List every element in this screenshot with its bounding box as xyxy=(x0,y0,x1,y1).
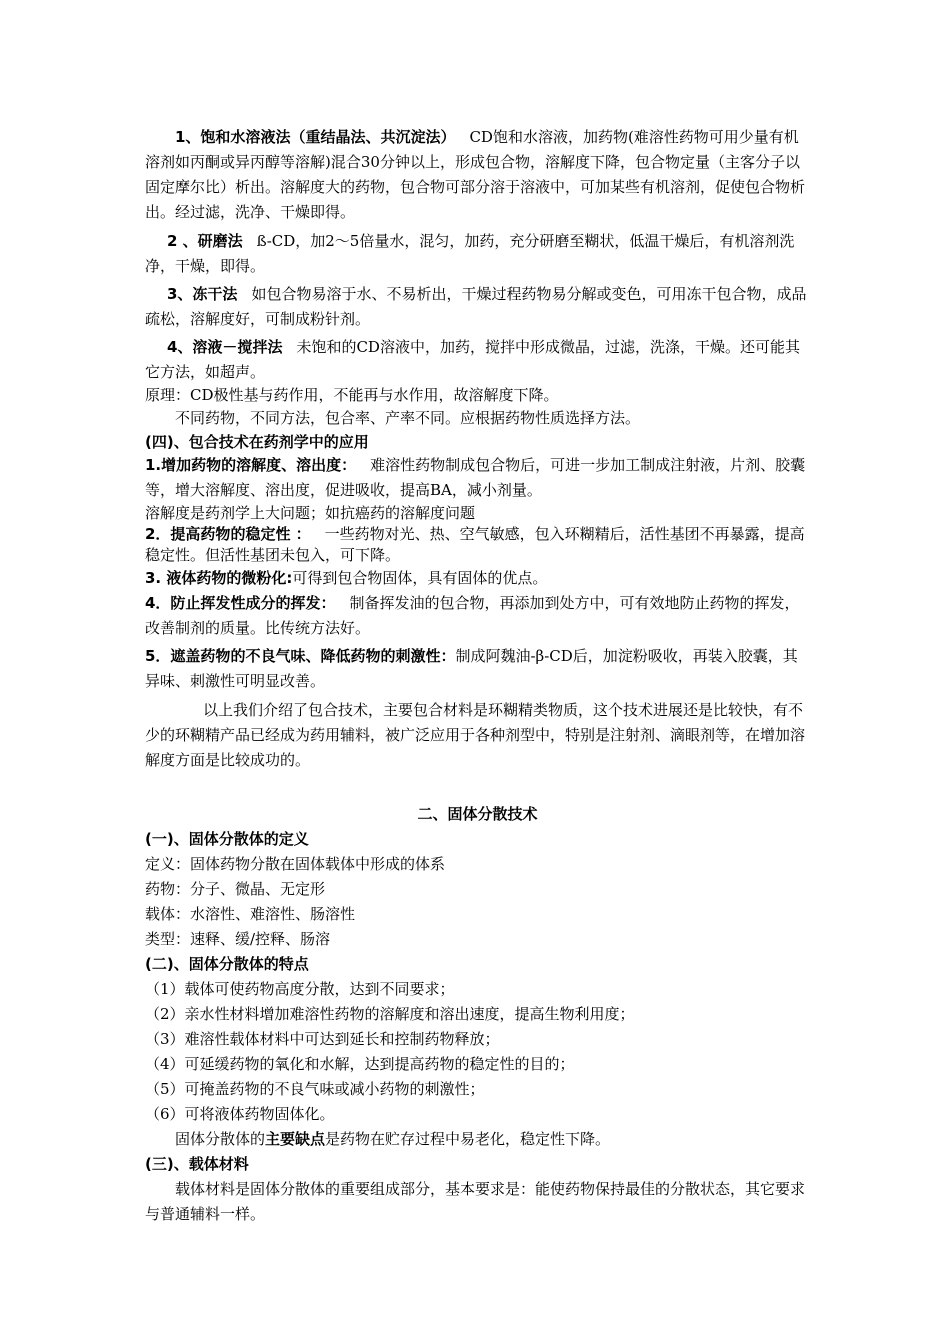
app-5-title: 5．遮盖药物的不良气味、降低药物的刺激性： xyxy=(145,647,456,665)
app-4-text: 制备挥发油的包合物，再添加到处方中，可有效地防止药物的挥发，改善制剂的质量。比传统方法好。 xyxy=(145,594,800,637)
definition-line: 定义：固体药物分散在固体载体中形成的体系 xyxy=(145,855,446,873)
method-4-title: 4、溶液－搅拌法 xyxy=(167,338,283,356)
features-heading: (二)、固体分散体的特点 xyxy=(145,955,309,973)
main-drawback-line xyxy=(145,1127,810,1152)
method-note: 不同药物，不同方法，包合率、产率不同。应根据药物性质选择方法。 xyxy=(175,409,641,427)
method-2-paragraph xyxy=(145,229,810,279)
drawback-keyword: 主要缺点 xyxy=(265,1130,326,1148)
app-3-title: 3. 液体药物的微粉化: xyxy=(145,569,293,587)
app-2-text: 一些药物对光、热、空气敏感，包入环糊精后，活性基团不再暴露，提高稳定性。但活性基团未包入，可下降。 xyxy=(145,525,805,564)
app-1-extra: 溶解度是药剂学上大问题；如抗癌药的溶解度问题 xyxy=(145,504,476,522)
feature-item: （5）可掩盖药物的不良气味或减小药物的刺激性； xyxy=(145,1080,485,1098)
feature-item: （2）亲水性材料增加难溶性药物的溶解度和溶出速度，提高生物利用度； xyxy=(145,1005,635,1023)
app-5-paragraph xyxy=(145,644,810,694)
method-3-text: 如包合物易溶于水、不易析出，干燥过程药物易分解或变色，可用冻干包合物，成品疏松，溶解度好，可制成粉针剂。 xyxy=(145,285,807,328)
app-1-title: 1.增加药物的溶解度、溶出度： xyxy=(145,456,357,474)
carrier-heading: (三)、载体材料 xyxy=(145,1155,249,1173)
document-body xyxy=(145,125,810,1227)
method-4-paragraph xyxy=(145,335,810,385)
app-1-text: 难溶性药物制成包合物后，可进一步加工制成注射液，片剂、胶囊等，增大溶解度、溶出度，促进吸收，提高BA，减小剂量。 xyxy=(145,456,806,499)
app-3-text: 可得到包合物固体，具有固体的优点。 xyxy=(292,569,548,587)
carrier-types-line: 载体：水溶性、难溶性、肠溶性 xyxy=(145,905,356,923)
feature-item: （6）可将液体药物固体化。 xyxy=(145,1105,335,1123)
method-2-title: 2 、研磨法 xyxy=(167,232,243,250)
feature-item: （1）载体可使药物高度分散，达到不同要求； xyxy=(145,980,455,998)
drug-forms-line: 药物：分子、微晶、无定形 xyxy=(145,880,326,898)
app-3-paragraph xyxy=(145,568,810,589)
carrier-paragraph: 载体材料是固体分散体的重要组成部分，基本要求是：能使药物保持最佳的分散状态，其它要求与普通辅料一样。 xyxy=(145,1180,806,1223)
method-1-text: CD饱和水溶液，加药物(难溶性药物可用少量有机溶剂如丙酮或异丙醇等溶解)混合30分钟以上，形成包合物，溶解度下降，包合物定量（主客分子以固定摩尔比）析出。溶解度大的药物，包合物可部分溶于溶液中，可加某些有机溶剂，促使包合物析出。经过滤，洗净、干燥即得。 xyxy=(145,128,806,221)
feature-item: （4）可延缓药物的氧化和水解，达到提高药物的稳定性的目的； xyxy=(145,1055,575,1073)
summary-paragraph: 以上我们介绍了包合技术，主要包合材料是环糊精类物质，这个技术进展还是比较快，有不少的环糊精产品已经成为药用辅料，被广泛应用于各种剂型中，特别是注射剂、滴眼剂等，在增加溶解度方面是比较成功的。 xyxy=(145,701,806,769)
chapter-2-title: 二、固体分散技术 xyxy=(417,805,538,823)
method-1-title: 1、饱和水溶液法（重结晶法、共沉淀法） xyxy=(175,128,456,146)
app-4-paragraph xyxy=(145,591,810,641)
app-5-text: 制成阿魏油-β-CD后，加淀粉吸收，再装入胶囊，其异味、刺激性可明显改善。 xyxy=(145,647,798,690)
release-types-line: 类型：速释、缓/控释、肠溶 xyxy=(145,930,331,948)
principle-text: 原理：CD极性基与药作用，不能再与水作用，故溶解度下降。 xyxy=(145,386,559,404)
drawback-prefix: 固体分散体的 xyxy=(175,1130,266,1148)
method-2-text: ß-CD，加2～5倍量水，混匀，加药，充分研磨至糊状，低温干燥后，有机溶剂洗净，干燥，即得。 xyxy=(145,232,795,275)
feature-item: （3）难溶性载体材料中可达到延长和控制药物释放； xyxy=(145,1030,500,1048)
method-4-text: 未饱和的CD溶液中，加药，搅拌中形成微晶，过滤，洗涤，干燥。还可能其它方法，如超声。 xyxy=(145,338,800,381)
app-4-title: 4．防止挥发性成分的挥发： xyxy=(145,594,336,612)
method-3-title: 3、冻干法 xyxy=(167,285,238,303)
method-3-paragraph xyxy=(145,282,810,332)
section-4-heading: (四)、包合技术在药剂学中的应用 xyxy=(145,433,369,451)
definition-heading: (一)、固体分散体的定义 xyxy=(145,830,309,848)
app-2-paragraph xyxy=(145,524,810,566)
drawback-text: 是药物在贮存过程中易老化，稳定性下降。 xyxy=(325,1130,611,1148)
method-1-paragraph xyxy=(145,125,810,225)
app-1-paragraph xyxy=(145,453,810,503)
app-2-title: 2．提高药物的稳定性 ： xyxy=(145,525,311,543)
